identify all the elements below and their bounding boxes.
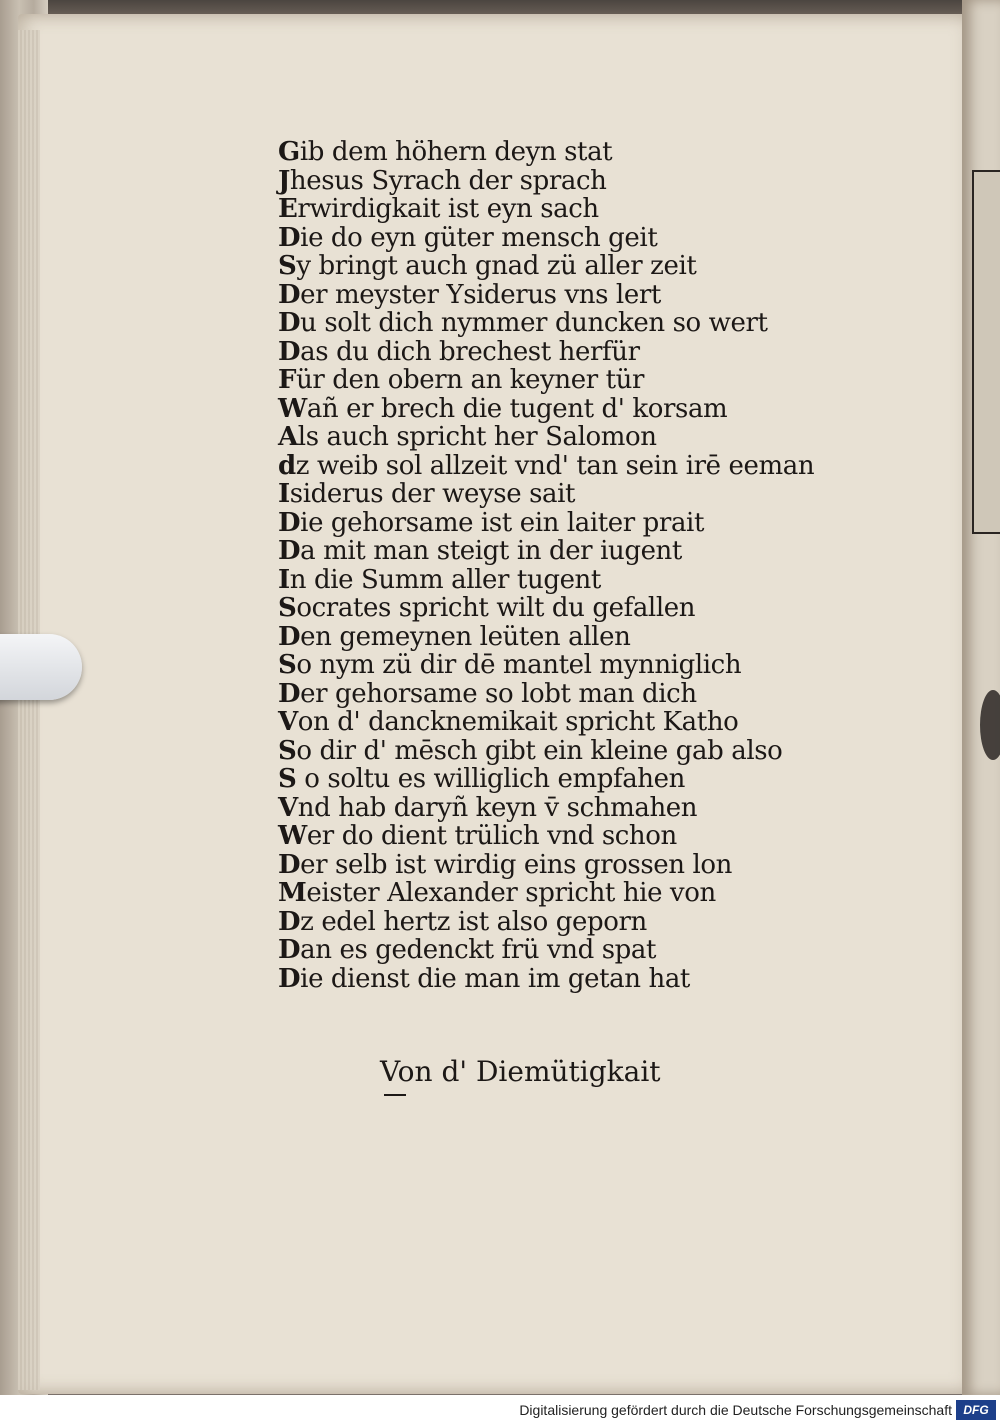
text-line: In die Summ aller tugent bbox=[278, 564, 601, 595]
text-line: Jhesus Syrach der sprach bbox=[278, 165, 607, 196]
section-heading: Von d' Diemütigkait bbox=[380, 1055, 661, 1088]
poem-text bbox=[278, 137, 815, 994]
text-line: Du solt dich nymmer duncken so wert bbox=[278, 308, 768, 338]
text-line: Erwirdigkait ist eyn sach bbox=[278, 194, 599, 224]
text-line: Für den obern an keyner tür bbox=[278, 365, 645, 395]
text-line: dz weib sol allzeit vnd' tan sein irē eeman bbox=[278, 450, 815, 481]
footer-bar bbox=[0, 1395, 1000, 1425]
text-line: Socrates spricht wilt du gefallen bbox=[278, 593, 696, 623]
page-stack bbox=[18, 30, 40, 1390]
dfg-logo: DFG bbox=[956, 1400, 996, 1420]
text-line: Die dienst die man im getan hat bbox=[278, 963, 690, 994]
text-line: Als auch spricht her Salomon bbox=[278, 422, 657, 452]
facing-page-woodcut bbox=[972, 170, 1000, 534]
text-line: Die gehorsame ist ein laiter prait bbox=[278, 507, 705, 538]
text-line: Wer do dient trülich vnd schon bbox=[278, 821, 677, 851]
text-line: Die do eyn güter mensch geit bbox=[278, 222, 658, 253]
text-line: Der gehorsame so lobt man dich bbox=[278, 678, 697, 709]
text-line: Meister Alexander spricht hie von bbox=[278, 878, 716, 908]
text-line: Den gemeynen leüten allen bbox=[278, 621, 631, 652]
text-line: Das du dich brechest herfür bbox=[278, 336, 640, 367]
text-line: Gib dem höhern deyn stat bbox=[278, 137, 613, 167]
text-line: Der selb ist wirdig eins grossen lon bbox=[278, 849, 733, 880]
text-line: Isiderus der weyse sait bbox=[278, 479, 576, 509]
text-line: Der meyster Ysiderus vns lert bbox=[278, 279, 661, 310]
text-line: Vnd hab daryñ keyn v̄ schmahen bbox=[278, 792, 698, 823]
footer-credit: Digitalisierung gefördert durch die Deutsche Forschungsgemeinschaft bbox=[519, 1402, 952, 1418]
text-line: So dir d' mēsch gibt ein kleine gab also bbox=[278, 735, 783, 766]
text-line: S o soltu es williglich empfahen bbox=[278, 764, 685, 794]
page-clip bbox=[0, 634, 82, 700]
text-line: So nym zü dir dē mantel mynniglich bbox=[278, 650, 742, 680]
facing-page-initial bbox=[980, 690, 1000, 760]
text-line: Wañ er brech die tugent d' korsam bbox=[278, 393, 728, 424]
text-line: Dz edel hertz ist also geporn bbox=[278, 906, 647, 937]
text-line: Dan es gedenckt frü vnd spat bbox=[278, 935, 657, 965]
text-line: Von d' dancknemikait spricht Katho bbox=[278, 707, 739, 737]
text-line: Da mit man steigt in der iugent bbox=[278, 536, 682, 566]
text-line: Sy bringt auch gnad zü aller zeit bbox=[278, 251, 697, 281]
